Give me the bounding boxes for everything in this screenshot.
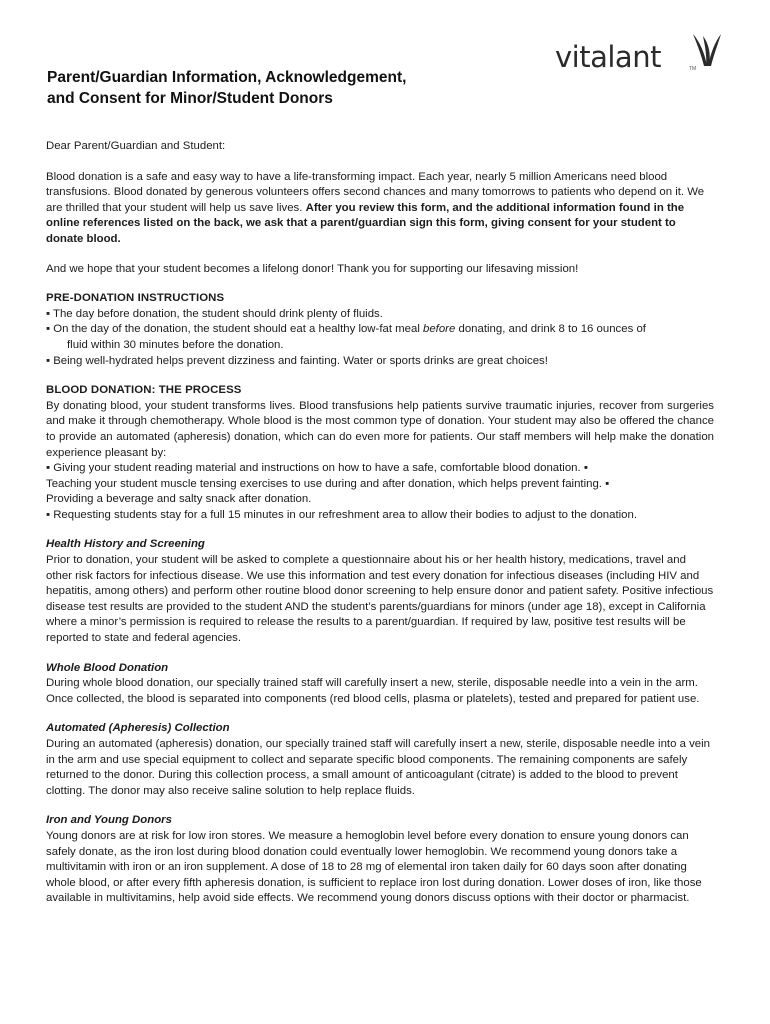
process-line-1: ▪ Giving your student reading material and instructions on how to have a safe, comfortable blood donation. ▪ [46,462,588,475]
process-body: By donating blood, your student transforms lives. Blood transfusions help patients survive traumatic injuries, recover from surgeries and make it through chemotherapy. Whole blood is the most common type of donation. Your student may also be offered the chance to provide an automated (apheresis) donation, which can do even more for patients. Our staff members will help make the donation experience pleasant by: [46,399,714,459]
bullet-2-text-a: ▪ On the day of the donation, the student should eat a healthy low-fat meal [46,323,424,336]
vitalant-logo [555,30,730,78]
salutation: Dear Parent/Guardian and Student: [46,140,226,152]
title-line-2: and Consent for Minor/Student Donors [47,90,333,107]
process-line-3: Providing a beverage and salty snack after donation. [46,493,312,506]
whole-blood-body: During whole blood donation, our specially trained staff will carefully insert a new, sterile, disposable needle into a vein in the arm. Once collected, the blood is separated into components (red blood cells, plasma or platelets), tested and prepared for patient use. [46,677,700,705]
apheresis-heading: Automated (Apheresis) Collection [46,722,230,735]
process-section [46,383,714,523]
thanks-paragraph: And we hope that your student becomes a lifelong donor! Thank you for supporting our lifesaving mission! [46,262,579,275]
whole-blood-heading: Whole Blood Donation [46,661,169,674]
iron-section [46,813,714,907]
apheresis-body: During an automated (apheresis) donation, our specially trained staff will carefully insert a new, sterile, disposable needle into a vein in the arm and use special equipment to collect and separate specific blood components. The remaining components are safely returned to the donor. During this collection process, a small amount of anticoagulant (citrate) is added to the blood to prevent clotting. The donor may also receive saline solution to help replace fluids. [46,738,710,797]
pre-donation-heading: PRE-DONATION INSTRUCTIONS [46,292,225,305]
logo-wordmark: vitalant [555,40,661,74]
leaf-icon [687,30,727,70]
health-history-section [46,537,714,646]
apheresis-section [46,721,714,799]
health-history-heading: Health History and Screening [46,538,205,551]
letter-body [46,139,714,921]
pre-donation-section [46,291,714,369]
page-title [47,67,517,109]
process-line-2: Teaching your student muscle tensing exercises to use during and after donation, which helps prevent fainting. ▪ [46,477,610,490]
iron-body: Young donors are at risk for low iron stores. We measure a hemoglobin level before every donation to ensure young donors can safely donate, as the iron lost during blood donation could eventually lower hemoglobin. We recommend young donors take a multivitamin with iron or an iron supplement. A dose of 18 to 28 mg of elemental iron taken daily for 60 days soon after donating whole blood, or after every fifth apheresis donation, is sufficient to replace iron lost during donation. Lower doses of iron, like those available in multivitamins, help avoid side effects. We recommend young donors discuss options with their doctor or pharmacist. [46,829,702,905]
process-heading: BLOOD DONATION: THE PROCESS [46,384,242,397]
title-line-1: Parent/Guardian Information, Acknowledgement, [47,69,407,86]
process-line-4: ▪ Requesting students stay for a full 15 minutes in our refreshment area to allow their bodies to adjust to the donation. [46,508,637,521]
bullet-2-text-b: donating, and drink 8 to 16 ounces of [455,323,646,336]
pre-donation-bullet-1: ▪ The day before donation, the student should drink plenty of fluids. [46,307,383,320]
logo-trademark: TM [689,66,697,72]
health-history-body: Prior to donation, your student will be asked to complete a questionnaire about his or her health history, medications, travel and other risk factors for infectious disease. We use this information and test every donation for infectious diseases (including HIV and hepatitis, among others) and perform other routine blood donor screening to help ensure donor and patient safety. Positive infectious disease test results are provided to the student AND the student’s parents/guardians for minors (under age 18), except in California where a minor’s permission is required to release the results to a parent/guardian. If required by law, positive test results will be reported to state and federal agencies. [46,554,714,645]
intro-text: Blood donation is a safe and easy way to have a life-transforming impact. Each year, nearly 5 million Americans need blood transfusions. Blood donated by generous volunteers offers second chances and many tomorrows to patients who depend on it. We are thrilled that your student will help us save lives. [46,170,705,214]
bullet-2-emphasis: before [423,323,456,336]
intro-consent-request: After you review this form, and the additional information found in the online references listed on the back, we ask that a parent/guardian sign this form, giving consent for your student to donate blood. [46,201,685,245]
pre-donation-bullet-3: ▪ Being well-hydrated helps prevent dizziness and fainting. Water or sports drinks are great choices! [46,354,548,367]
whole-blood-section [46,661,714,708]
bullet-2-continuation: fluid within 30 minutes before the donation. [67,338,284,351]
iron-heading: Iron and Young Donors [46,814,172,827]
pre-donation-bullet-2 [46,322,714,353]
intro-paragraph [46,170,714,248]
